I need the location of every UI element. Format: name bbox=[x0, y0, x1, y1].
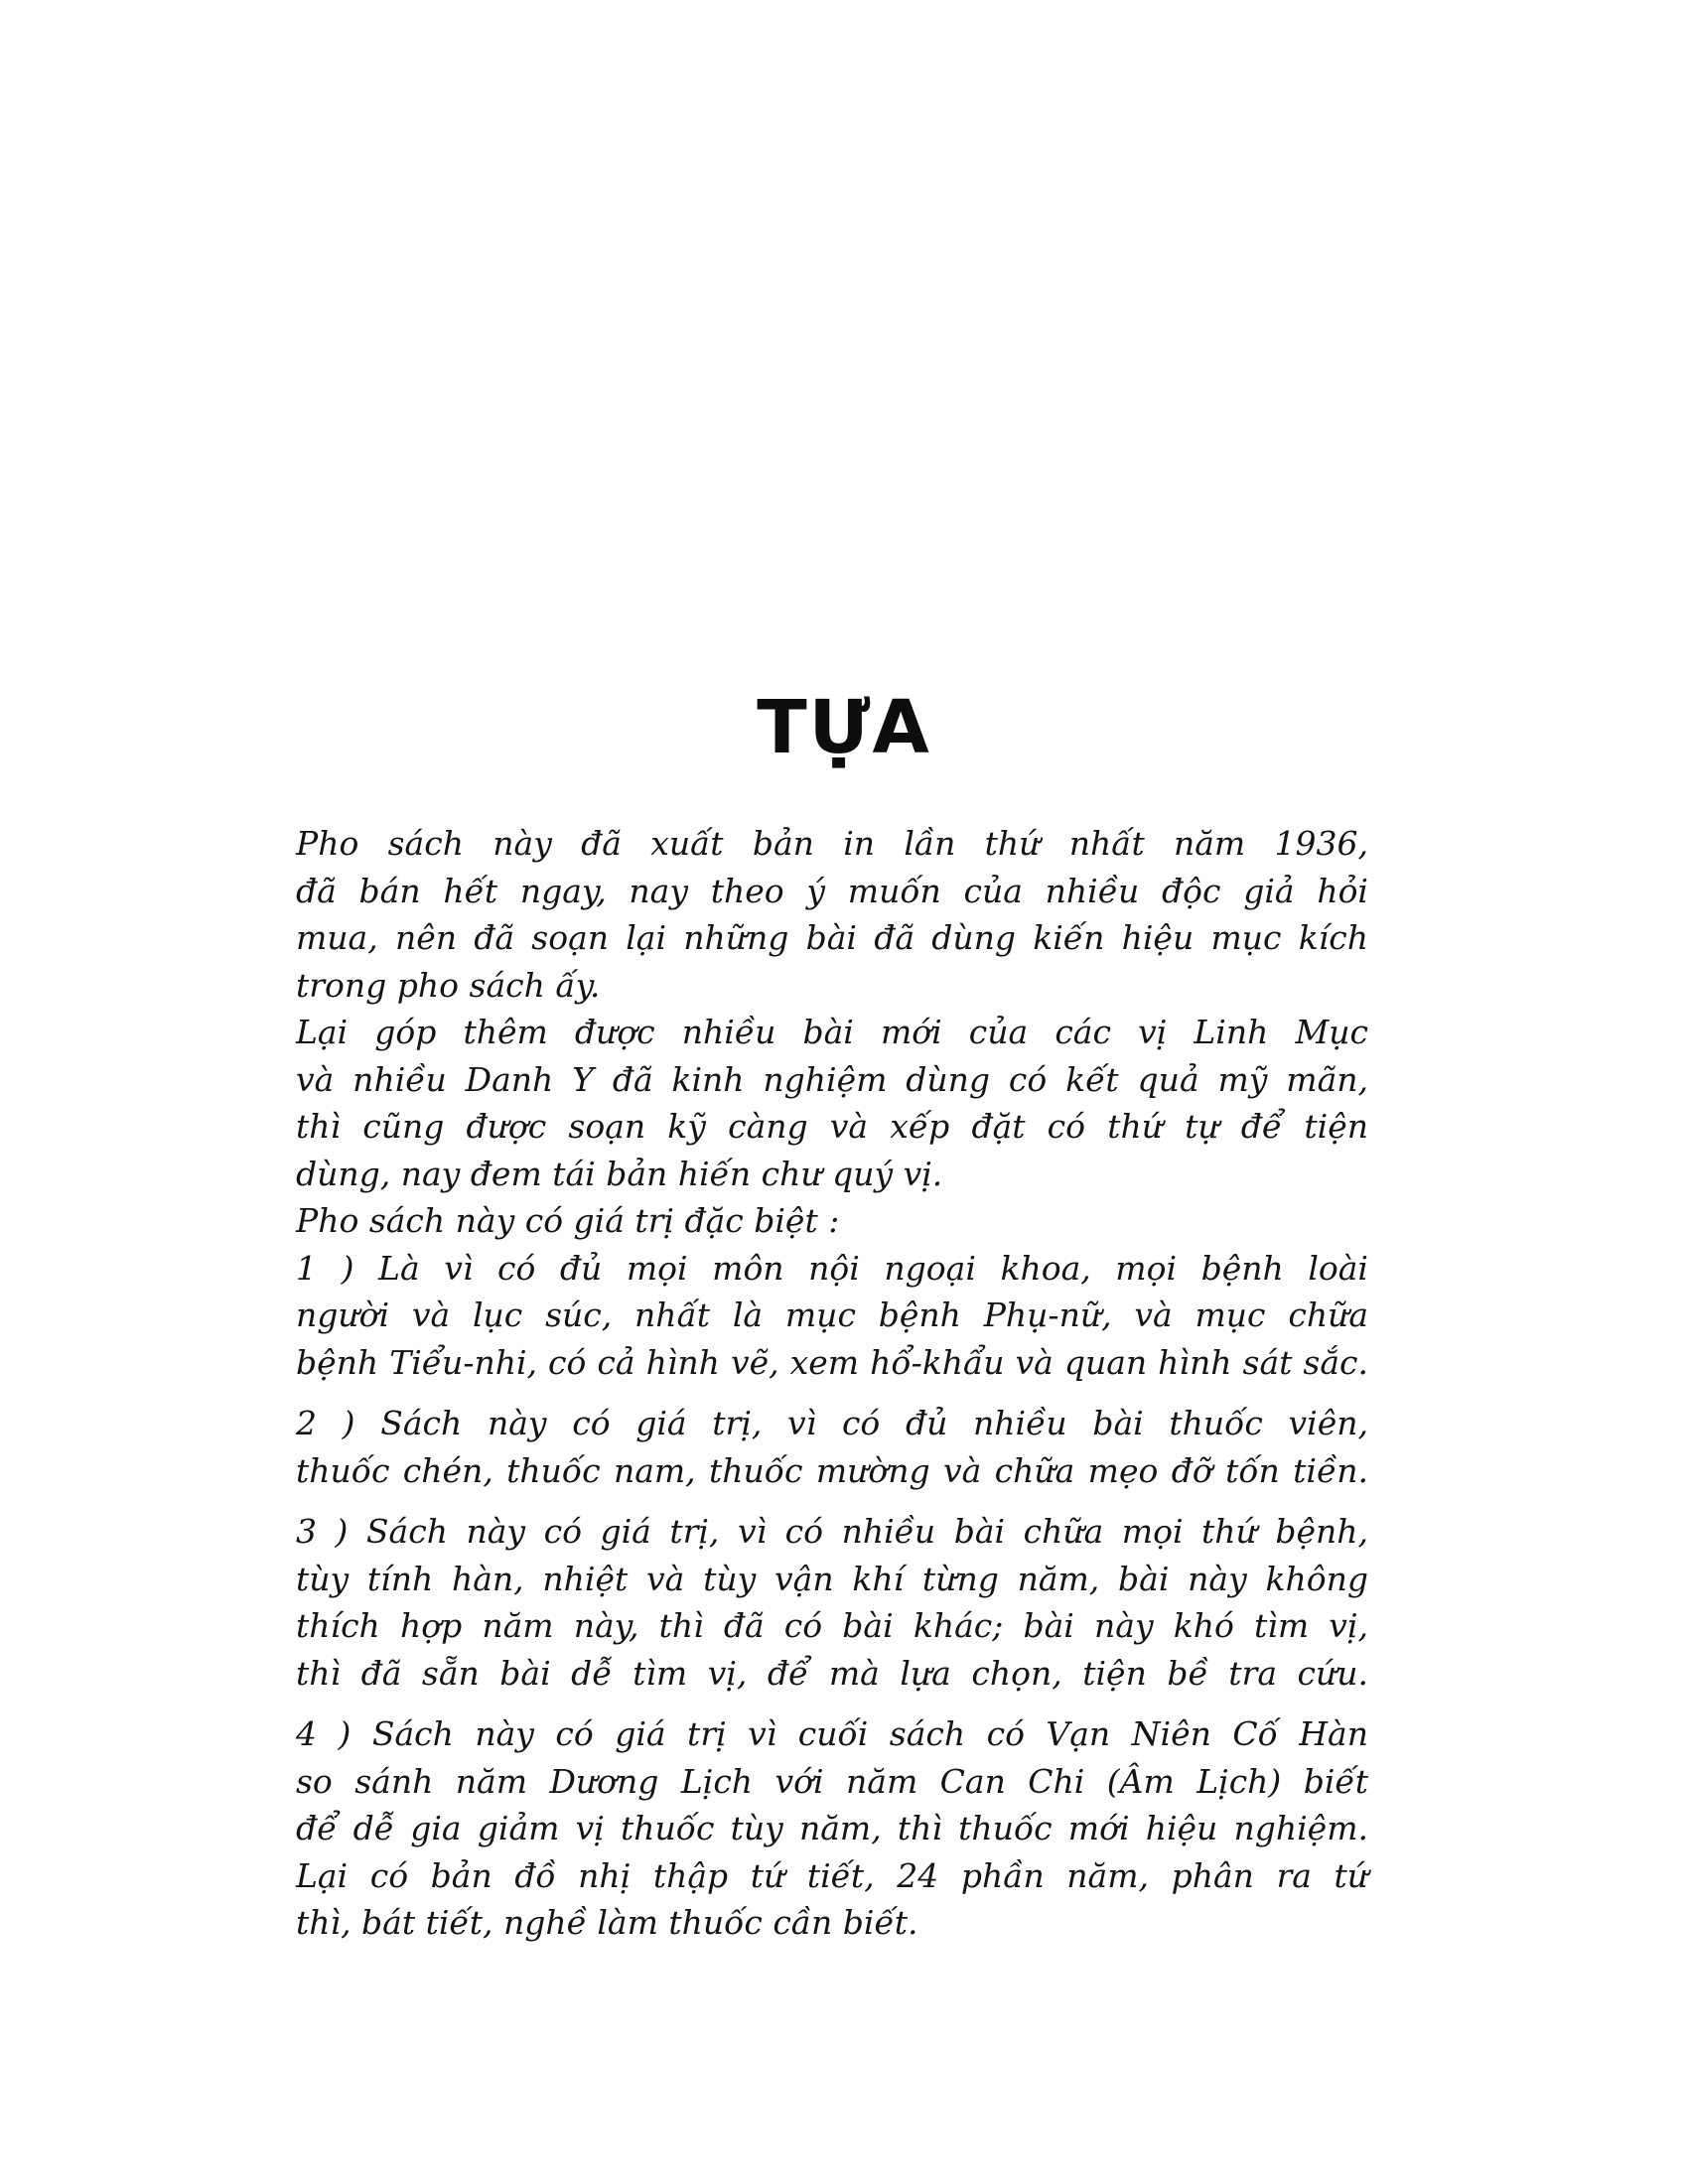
text-line: Pho sách này đã xuất bản in lần thứ nhất năm 1936, bbox=[296, 824, 1368, 863]
text-line: và nhiều Danh Y đã kinh nghiệm dùng có kết quả mỹ mãn, bbox=[296, 1059, 1368, 1099]
paragraph-special-value bbox=[296, 1197, 1368, 1245]
text-line: so sánh năm Dương Lịch với năm Can Chi (Âm Lịch) biết bbox=[296, 1761, 1368, 1801]
text-line: thì cũng được soạn kỹ càng và xếp đặt có thứ tự để tiện bbox=[296, 1107, 1368, 1146]
list-item-2 bbox=[296, 1400, 1368, 1494]
paragraph-publication-history bbox=[296, 820, 1368, 1009]
text-line: tùy tính hàn, nhiệt và tùy vận khí từng năm, bài này không bbox=[296, 1559, 1368, 1598]
text-line: thì đã sẵn bài dễ tìm vị, để mà lựa chọn, tiện bề tra cứu. bbox=[296, 1653, 1368, 1693]
page-title: TỰA bbox=[757, 685, 931, 770]
list-item-4 bbox=[296, 1710, 1368, 1947]
text-line: 4 ) Sách này có giá trị vì cuối sách có Vạn Niên Cố Hàn bbox=[296, 1714, 1368, 1753]
text-line: thì, bát tiết, nghề làm thuốc cần biết. bbox=[296, 1903, 918, 1942]
text-line: mua, nên đã soạn lại những bài đã dùng kiến hiệu mục kích bbox=[296, 918, 1368, 957]
text-line: người và lục súc, nhất là mục bệnh Phụ-nữ, và mục chữa bbox=[296, 1296, 1368, 1334]
text-line: bệnh Tiểu-nhi, có cả hình vẽ, xem hổ-khẩu và quan hình sát sắc. bbox=[296, 1342, 1368, 1382]
list-item-3 bbox=[296, 1508, 1368, 1697]
paragraph-new-recipes bbox=[296, 1009, 1368, 1197]
text-line: Lại góp thêm được nhiều bài mới của các vị Linh Mục bbox=[296, 1013, 1368, 1051]
text-line: dùng, nay đem tái bản hiến chư quý vị. bbox=[296, 1154, 943, 1193]
preface-body bbox=[296, 820, 1368, 1947]
text-line: thuốc chén, thuốc nam, thuốc mường và chữa mẹo đỡ tốn tiền. bbox=[296, 1450, 1368, 1490]
text-line: 2 ) Sách này có giá trị, vì có đủ nhiều bài thuốc viên, bbox=[296, 1404, 1368, 1442]
text-line: 3 ) Sách này có giá trị, vì có nhiều bài chữa mọi thứ bệnh, bbox=[296, 1512, 1368, 1551]
text-line: Lại có bản đồ nhị thập tứ tiết, 24 phần năm, phân ra tứ bbox=[296, 1855, 1368, 1895]
text-line: thích hợp năm này, thì đã có bài khác; bài này khó tìm vị, bbox=[296, 1606, 1368, 1645]
text-line: 1 ) Là vì có đủ mọi môn nội ngoại khoa, mọi bệnh loài bbox=[296, 1248, 1368, 1288]
text-line: đã bán hết ngay, nay theo ý muốn của nhiều độc giả hỏi bbox=[296, 871, 1368, 910]
text-line: để dễ gia giảm vị thuốc tùy năm, thì thuốc mới hiệu nghiệm. bbox=[296, 1809, 1368, 1847]
text-line: trong pho sách ấy. bbox=[296, 965, 601, 1005]
list-item-1 bbox=[296, 1245, 1368, 1387]
text-line: Pho sách này có giá trị đặc biệt : bbox=[296, 1201, 840, 1240]
